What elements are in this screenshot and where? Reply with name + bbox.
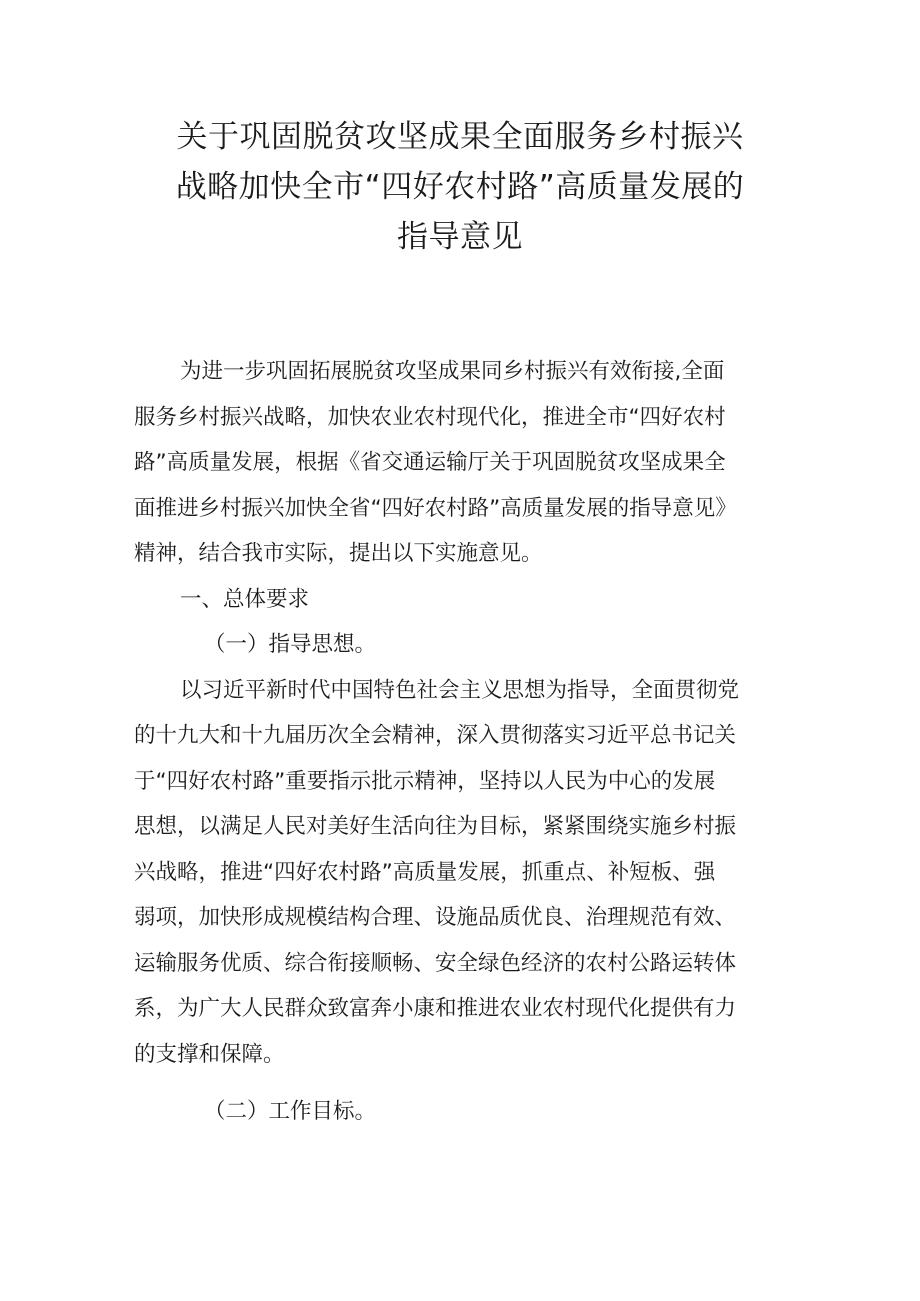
guiding-line-3: 于“四好农村路”重要指示批示精神，坚持以人民为中心的发展 (134, 768, 716, 794)
subsection-2-heading: （二）工作目标。 (204, 1099, 377, 1124)
guiding-paragraph (134, 668, 794, 1078)
intro-line-5: 精神，结合我市实际，提出以下实施意见。 (134, 541, 543, 566)
title-line-1: 关于巩固脱贫攻坚成果全面服务乡村振兴 (176, 119, 744, 155)
intro-line-2: 服务乡村振兴战略，加快农业农村现代化，推进全市“四好农村 (134, 404, 726, 430)
guiding-line-2: 的十九大和十九届历次全会精神，深入贯彻落实习近平总书记关 (134, 723, 737, 748)
guiding-line-5: 兴战略，推进“四好农村路”高质量发展，抓重点、补短板、强 (134, 859, 716, 885)
guiding-line-9: 的支撑和保障。 (134, 1041, 285, 1067)
intro-paragraph (134, 349, 794, 577)
intro-line-1: 为进一步巩固拓展脱贫攻坚成果同乡村振兴有效衔接,全面 (180, 359, 725, 384)
guiding-line-8: 系，为广大人民群众致富奔小康和推进农业农村现代化提供有力 (134, 996, 737, 1021)
document-body (134, 349, 794, 1135)
guiding-line-7: 运输服务优质、综合衔接顺畅、安全绿色经济的农村公路运转体 (134, 950, 737, 976)
intro-line-3: 路”高质量发展，根据《省交通运输厅关于巩固脱贫攻坚成果全 (134, 450, 726, 475)
spacer (134, 1077, 794, 1089)
subsection-1-heading: （一）指导思想。 (204, 632, 377, 657)
section-1-heading: 一、总体要求 (180, 586, 310, 612)
title-line-3: 指导意见 (397, 219, 523, 255)
title-line-2: 战略加快全市“四好农村路”高质量发展的 (175, 169, 745, 205)
document-title (0, 112, 920, 262)
guiding-line-4: 思想，以满足人民对美好生活向往为目标，紧紧围绕实施乡村振 (134, 814, 737, 839)
guiding-line-1: 以习近平新时代中国特色社会主义思想为指导，全面贯彻党 (180, 677, 740, 703)
guiding-line-6: 弱项，加快形成规模结构合理、设施品质优良、治理规范有效、 (134, 905, 737, 930)
intro-line-4: 面推进乡村振兴加快全省“四好农村路”高质量发展的指导意见》 (134, 495, 737, 521)
